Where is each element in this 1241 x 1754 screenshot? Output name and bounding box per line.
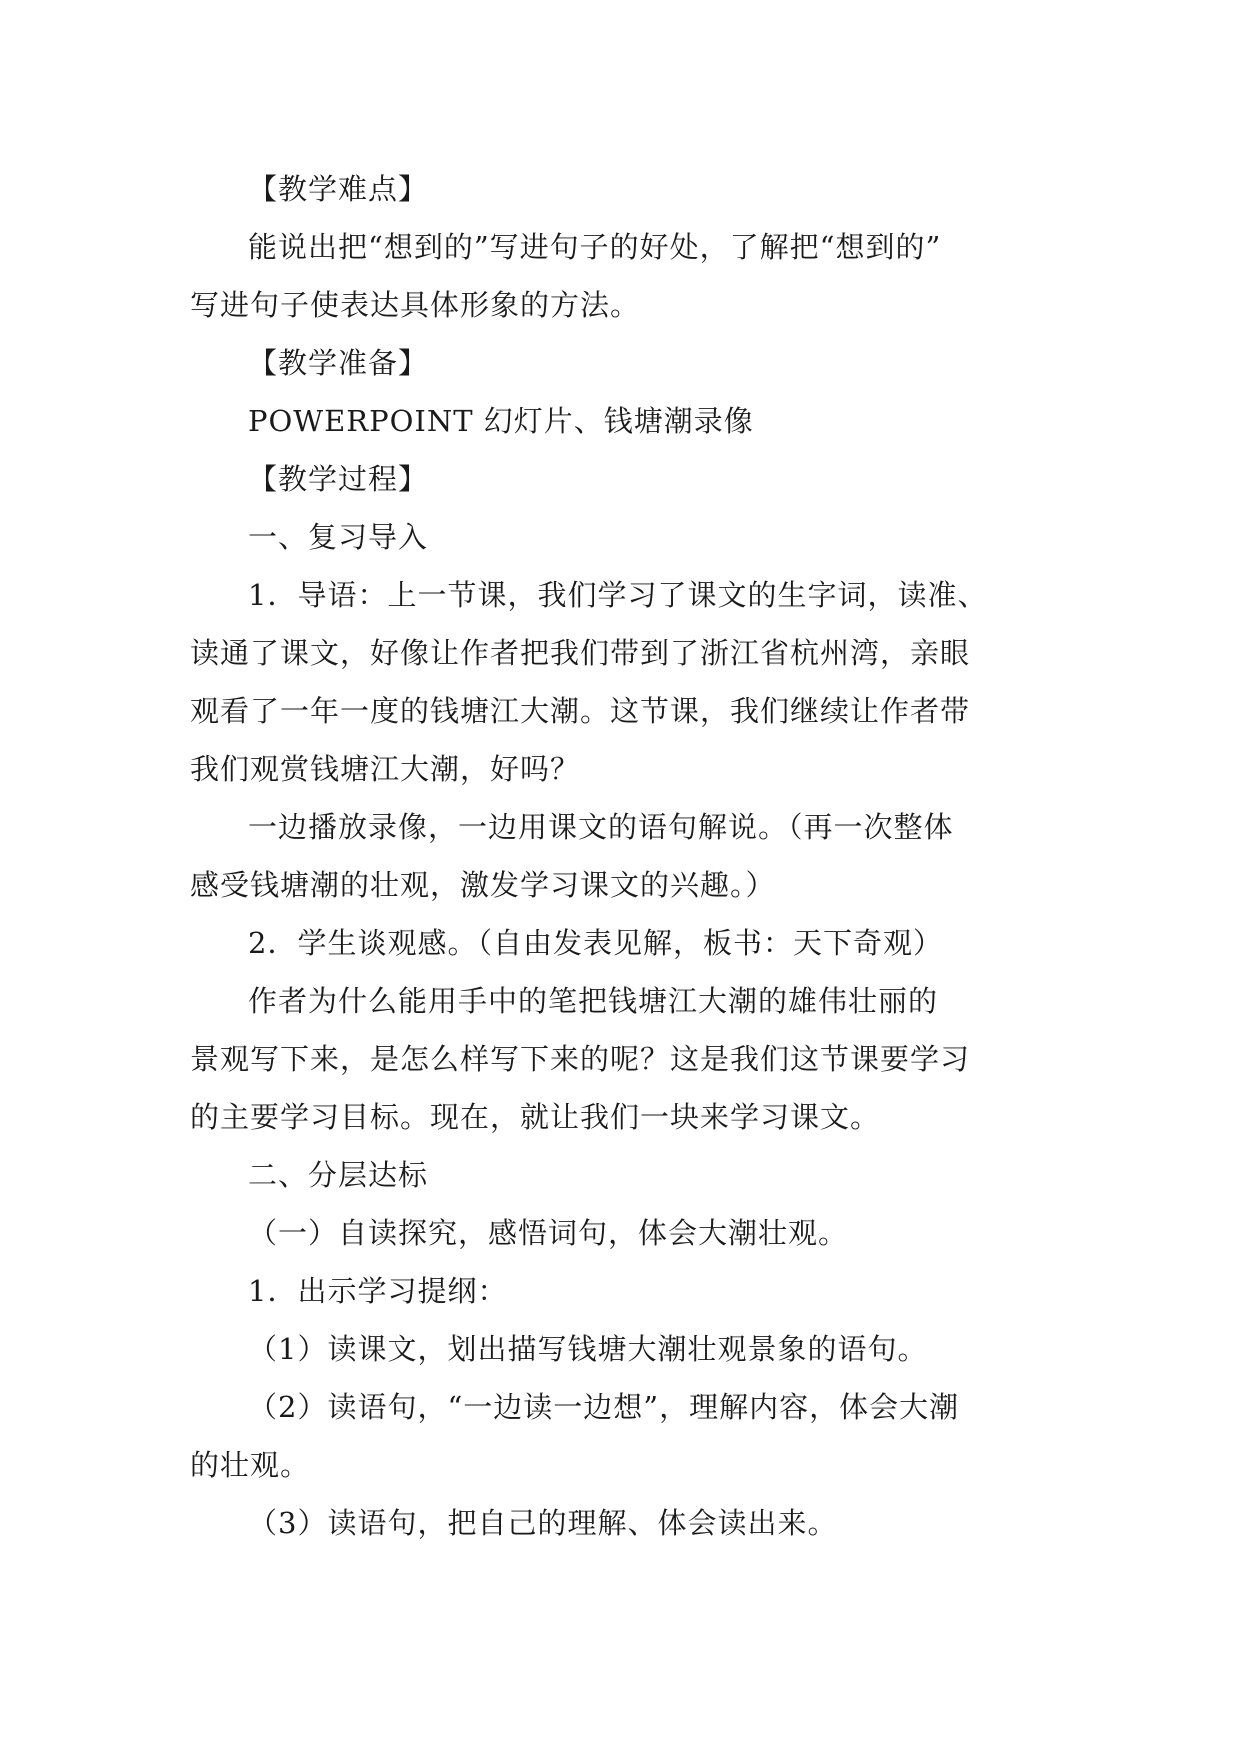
paragraph-line: 能说出把“想到的”写进句子的好处，了解把“想到的” bbox=[248, 230, 942, 264]
paragraph-line: 我们观赏钱塘江大潮，好吗？ bbox=[190, 752, 581, 786]
paragraph-line: 景观写下来，是怎么样写下来的呢？这是我们这节课要学习 bbox=[190, 1042, 971, 1076]
paragraph-line: 一边播放录像，一边用课文的语句解说。（再一次整体 bbox=[248, 810, 954, 844]
paragraph-line: 写进句子使表达具体形象的方法。 bbox=[190, 288, 641, 322]
paragraph-line: 读通了课文，好像让作者把我们带到了浙江省杭州湾，亲眼 bbox=[190, 636, 971, 670]
heading-teaching-preparation: 【教学准备】 bbox=[248, 346, 429, 380]
section-heading: 二、分层达标 bbox=[248, 1158, 429, 1192]
paragraph-line: 感受钱塘潮的壮观，激发学习课文的兴趣。） bbox=[190, 868, 776, 902]
paragraph-line: 1．导语：上一节课，我们学习了课文的生字词，读准、 bbox=[248, 578, 988, 612]
list-item-continuation: 的壮观。 bbox=[190, 1448, 311, 1482]
list-item: （3）读语句，把自己的理解、体会读出来。 bbox=[248, 1506, 838, 1540]
heading-teaching-difficulty: 【教学难点】 bbox=[248, 172, 429, 206]
list-item: （1）读课文，划出描写钱塘大潮壮观景象的语句。 bbox=[248, 1332, 928, 1366]
subsection-heading: （一）自读探究，感悟词句，体会大潮壮观。 bbox=[248, 1216, 849, 1250]
section-heading: 一、复习导入 bbox=[248, 520, 429, 554]
paragraph-line: 作者为什么能用手中的笔把钱塘江大潮的雄伟壮丽的 bbox=[248, 984, 939, 1018]
paragraph-line: 1．出示学习提纲： bbox=[248, 1274, 508, 1308]
document-body bbox=[190, 160, 1060, 1552]
paragraph-line: 观看了一年一度的钱塘江大潮。这节课，我们继续让作者带 bbox=[190, 694, 971, 728]
paragraph-line: 2．学生谈观感。（自由发表见解，板书：天下奇观） bbox=[248, 926, 943, 960]
paragraph-line: POWERPOINT 幻灯片、钱塘潮录像 bbox=[248, 404, 754, 438]
paragraph-line: 的主要学习目标。现在，就让我们一块来学习课文。 bbox=[190, 1100, 881, 1134]
list-item: （2）读语句，“一边读一边想”，理解内容，体会大潮 bbox=[248, 1390, 960, 1424]
heading-teaching-process: 【教学过程】 bbox=[248, 462, 429, 496]
